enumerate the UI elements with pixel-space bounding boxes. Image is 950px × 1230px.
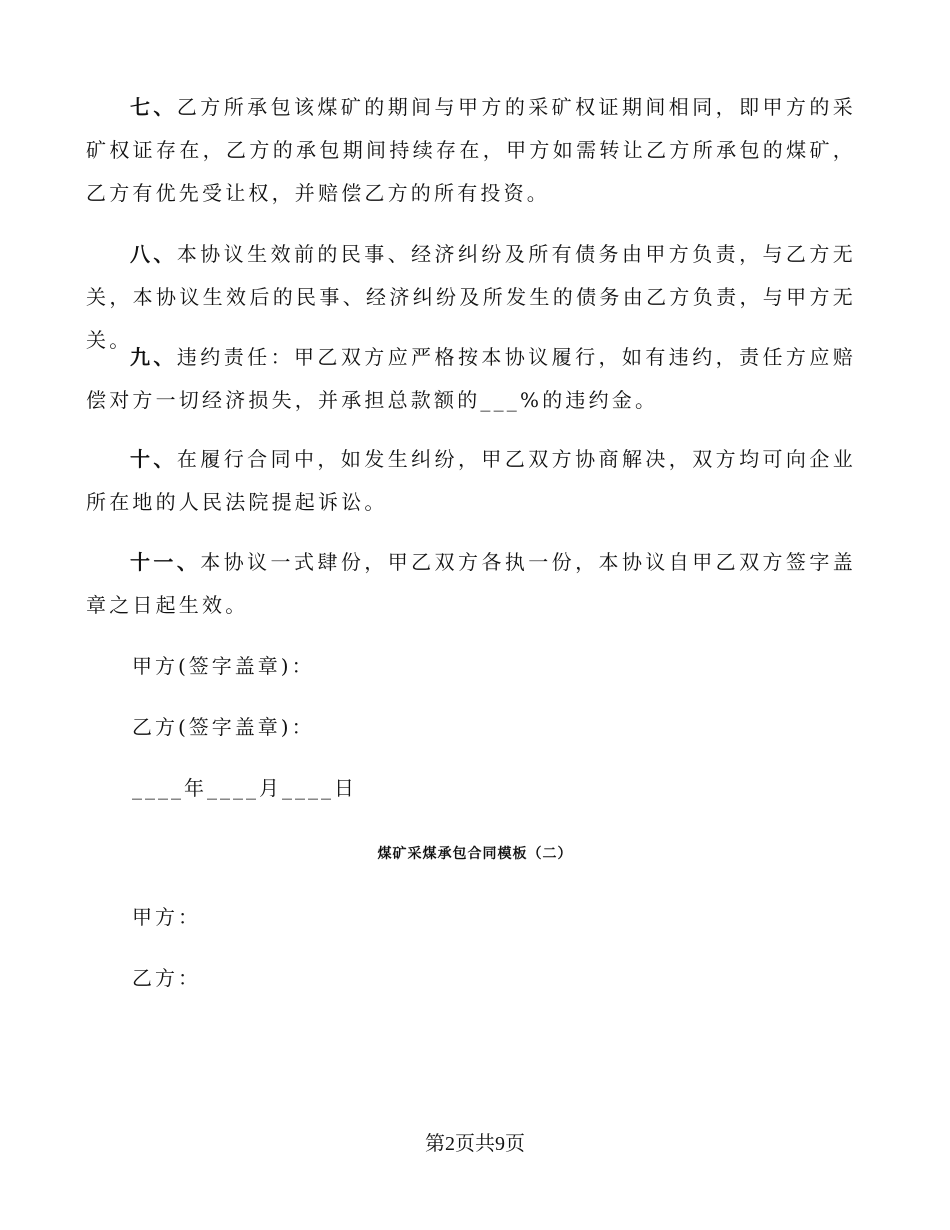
page-number: 第2页共9页 (425, 1133, 525, 1155)
clause-7-number: 七、 (130, 95, 177, 119)
clause-10-text: 在履行合同中，如发生纠纷，甲乙双方协商解决，双方均可向企业所在地的人民法院提起诉讼。 (86, 447, 856, 514)
clause-9-text: 违约责任：甲乙双方应严格按本协议履行，如有违约，责任方应赔偿对方一切经济损失，并承担总款额的___%的违约金。 (86, 345, 856, 412)
clause-9 (86, 336, 856, 422)
party-a-label: 甲方： (132, 905, 201, 929)
clause-11 (86, 541, 856, 627)
clause-10 (86, 438, 856, 524)
section-title: 煤矿采煤承包合同模板（二） (377, 846, 573, 862)
clause-11-text: 本协议一式肆份，甲乙双方各执一份，本协议自甲乙双方签字盖章之日起生效。 (86, 550, 856, 617)
clause-8-number: 八、 (130, 242, 177, 266)
party-a-signature: 甲方(签字盖章)： (132, 654, 315, 678)
signature-date: ____年____月____日 (132, 776, 357, 800)
clause-9-number: 九、 (130, 345, 177, 369)
clause-7 (86, 86, 856, 215)
clause-11-number: 十一、 (130, 550, 201, 574)
party-b-signature: 乙方(签字盖章)： (132, 715, 315, 739)
clause-7-text: 乙方所承包该煤矿的期间与甲方的采矿权证期间相同，即甲方的采矿权证存在，乙方的承包期间持续存在，甲方如需转让乙方所承包的煤矿，乙方有优先受让权，并赔偿乙方的所有投资。 (86, 95, 856, 205)
party-b-label: 乙方： (132, 966, 201, 990)
clause-8-text: 本协议生效前的民事、经济纠纷及所有债务由甲方负责，与乙方无关，本协议生效后的民事、经济纠纷及所发生的债务由乙方负责，与甲方无关。 (86, 242, 856, 352)
clause-10-number: 十、 (130, 447, 177, 471)
